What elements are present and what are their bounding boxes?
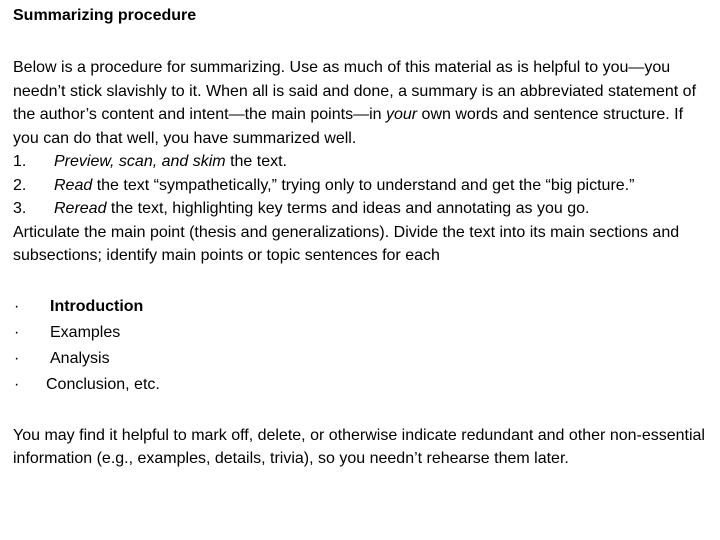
- closing-paragraph: You may find it helpful to mark off, delete, or otherwise indicate redundant and other non-essential information (e.g., examples, details, trivia), so you needn’t rehearse them later.: [13, 426, 705, 467]
- step-item: [13, 150, 713, 174]
- section-label: Conclusion, etc.: [46, 375, 160, 393]
- section-label: Analysis: [50, 349, 110, 367]
- section-item: [13, 372, 713, 398]
- bullet-icon: ·: [14, 349, 20, 367]
- section-label: Examples: [50, 323, 121, 341]
- step-number: 1.: [13, 153, 27, 170]
- document-title: Summarizing procedure: [13, 7, 197, 24]
- section-item: [13, 294, 713, 320]
- step-text: the text.: [225, 153, 287, 170]
- bullet-icon: ·: [14, 323, 20, 341]
- step-number: 2.: [13, 176, 27, 194]
- step-italic: Reread: [54, 200, 107, 217]
- section-item: [13, 320, 713, 346]
- bullet-icon: ·: [14, 375, 20, 393]
- step-number: 3.: [13, 200, 27, 217]
- document-page: [13, 4, 713, 471]
- section-label: Introduction: [50, 297, 144, 315]
- step-text: the text “sympathetically,” trying only to understand and get the “big picture.”: [92, 176, 635, 194]
- step-text: the text, highlighting key terms and ideas and annotating as you go.: [106, 200, 590, 217]
- bullet-icon: ·: [14, 297, 20, 315]
- sections-list: [13, 294, 713, 398]
- step-italic: Read: [54, 176, 93, 194]
- intro-text-part1: Below is a procedure for summarizing. Use as much of this material as is helpful to you—you needn’t stick slavishly to it. When all is said and done, a summary is an abbreviated statement of the author’s content and intent—the main points—in: [13, 59, 697, 123]
- intro-block: [13, 56, 713, 268]
- steps-list: [13, 150, 713, 221]
- step-italic: Preview, scan, and skim: [54, 153, 226, 170]
- intro-text-part2: own words and sentence structure. If you can do that well, you have summarized well.: [13, 106, 684, 147]
- articulate-paragraph: Articulate the main point (thesis and generalizations). Divide the text into its main sections and subsections; identify main points or topic sentences for each: [13, 223, 680, 264]
- step-item: [13, 174, 713, 198]
- intro-paragraph: [13, 56, 713, 150]
- step-item: [13, 197, 713, 221]
- section-item: [13, 346, 713, 372]
- intro-emphasis: your: [385, 106, 418, 123]
